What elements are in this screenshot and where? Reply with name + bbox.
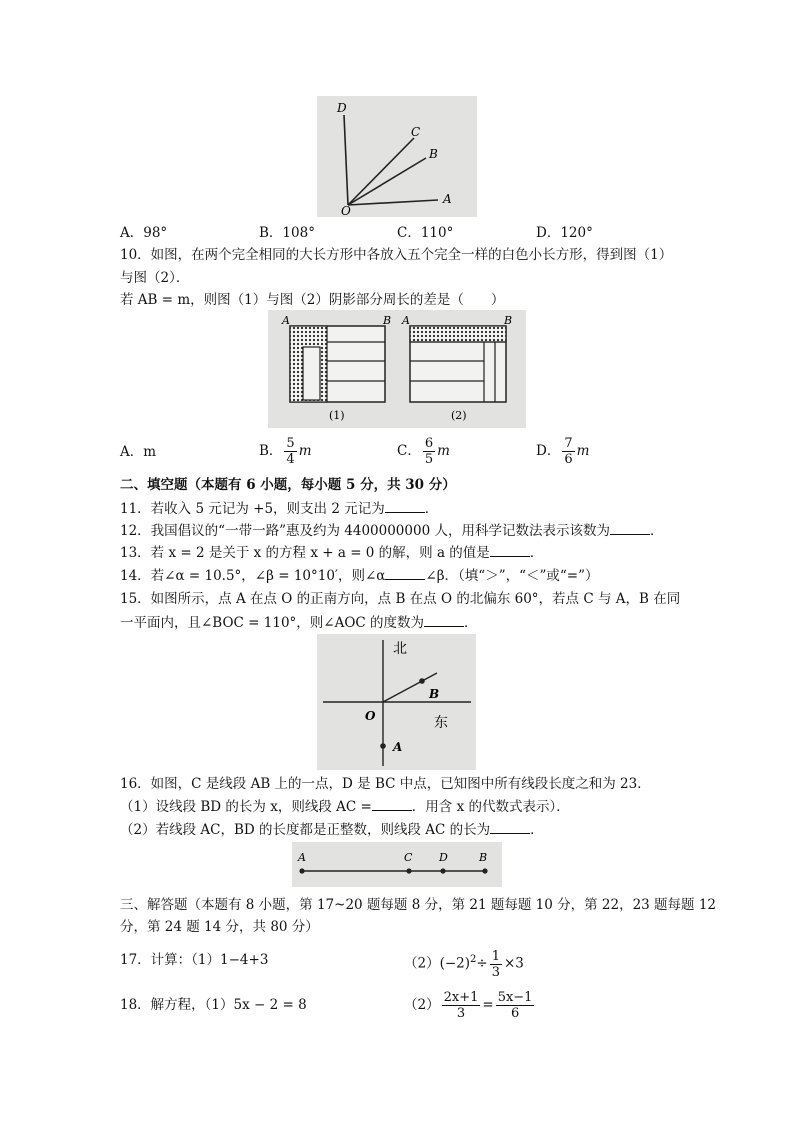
q18-rden: 6 xyxy=(510,1006,520,1021)
section3-heading-line1: 三、解答题（本题有 8 小题，第 17~20 题每题 8 分，第 21 题每题 10 分，第 22，23 题每题 12 xyxy=(120,897,717,913)
fig1-label-b: B xyxy=(383,314,392,327)
point-b-label: B xyxy=(429,687,440,701)
q15-line1: 15．如图所示，点 A 在点 O 的正南方向，点 B 在点 O 的北偏东 60°，若点 C 与 A，B 在同 xyxy=(120,591,681,607)
q16-blank2 xyxy=(490,820,530,834)
q13-end: ． xyxy=(529,545,544,561)
q10-option-d xyxy=(536,432,589,470)
q17-tail: ×3 xyxy=(504,955,524,972)
q16-line3-text: （2）若线段 AC，BD 的长度都是正整数，则线段 AC 的长为 xyxy=(120,822,491,838)
seg-label-c: C xyxy=(404,851,413,864)
fig2-label-b: B xyxy=(504,314,513,327)
q10-stem-line1: 10．如图，在两个完全相同的大长方形中各放入五个完全一样的白色小长方形，得到图（1） xyxy=(120,247,673,263)
q18-part2 xyxy=(404,985,536,1025)
q10-d-den: 6 xyxy=(564,452,573,467)
q18-lden: 3 xyxy=(456,1006,466,1021)
fig1-label-a: A xyxy=(282,314,290,327)
q10-b-den: 4 xyxy=(286,452,295,467)
q17-part1: 17．计算：（1）1−4+3 xyxy=(120,952,269,968)
q14-text: 14．若∠α = 10.5°，∠β = 10°10′，则∠α xyxy=(120,568,386,584)
q17-exponent: 2 xyxy=(470,954,477,965)
q15-line2-text: 一平面内，且∠BOC = 110°，则∠AOC 的度数为 xyxy=(120,615,425,631)
section2-heading: 二、填空题（本题有 6 小题，每小题 5 分，共 30 分） xyxy=(120,477,456,493)
q14-end: ∠β．（填“＞”，“＜”或“=”） xyxy=(425,568,599,584)
q10-b-num: 5 xyxy=(286,436,295,451)
q10-option-b xyxy=(259,432,312,470)
seg-label-b: B xyxy=(479,851,488,864)
q15-line2 xyxy=(120,613,478,632)
q10-option-a: A．m xyxy=(120,444,157,460)
q12-text: 12．我国倡议的“一带一路”惠及约为 4400000000 人，用科学记数法表示该数为 xyxy=(120,523,610,539)
east-label: 东 xyxy=(434,715,448,731)
fig1-caption: (1) xyxy=(329,409,345,422)
q10-b-var: m xyxy=(298,443,312,459)
q18-rnum: 5x−1 xyxy=(497,990,533,1005)
q17-num: 1 xyxy=(491,948,500,964)
fig2-label-a: A xyxy=(402,314,410,327)
q9-option-b: B．108° xyxy=(259,225,315,241)
segment-diagram xyxy=(292,842,502,887)
q13-blank xyxy=(490,543,530,557)
north-label: 北 xyxy=(393,641,407,657)
q15-blank xyxy=(424,613,464,627)
q16-line2-end: ．用含 x 的代数式表示）． xyxy=(411,799,570,815)
q17-fraction xyxy=(490,949,502,980)
q13 xyxy=(120,543,543,562)
q10-d-num: 7 xyxy=(564,436,573,451)
q11 xyxy=(120,499,438,518)
q9-option-c: C．110° xyxy=(397,225,454,241)
q10-stem-line2: 与图（2）． xyxy=(120,270,190,286)
q10-stem-line3: 若 AB = m，则图（1）与图（2）阴影部分周长的差是（ ） xyxy=(120,292,505,308)
q11-blank xyxy=(385,499,425,513)
q10-option-b-prefix: B． xyxy=(259,443,283,459)
q16-line2-text: （1）设线段 BD 的长为 x，则线段 AC = xyxy=(120,799,372,815)
q17-div: ÷ xyxy=(476,955,488,972)
rectangles-diagram xyxy=(268,310,526,428)
q15-end: ． xyxy=(464,615,478,631)
q10-c-den: 5 xyxy=(424,452,434,467)
q16-line3 xyxy=(120,820,544,839)
seg-label-a: A xyxy=(298,851,306,864)
q17-den: 3 xyxy=(491,964,500,980)
q18-part1: 18．解方程，（1）5x − 2 = 8 xyxy=(120,997,307,1013)
angle-figure xyxy=(317,96,477,217)
q13-text: 13．若 x = 2 是关于 x 的方程 x + a = 0 的解，则 a 的值是 xyxy=(120,545,490,561)
q9-option-d: D．120° xyxy=(536,225,593,241)
q10-option-c-prefix: C． xyxy=(397,443,421,459)
seg-label-d: D xyxy=(439,851,448,864)
q18-eq: = xyxy=(482,997,494,1013)
q10-option-b-fraction xyxy=(284,436,296,467)
q9-option-a: A．98° xyxy=(120,225,168,241)
q16-line2 xyxy=(120,797,570,816)
compass-figure xyxy=(317,634,476,770)
q18-left-fraction xyxy=(442,990,481,1021)
section3-heading-line2: 分，第 24 题 14 分，共 80 分） xyxy=(120,919,319,935)
q14-blank xyxy=(385,566,425,580)
point-a-label: A xyxy=(393,740,403,754)
q17-part2-prefix: （2） xyxy=(404,955,440,972)
q12-blank xyxy=(610,521,650,535)
q12-end: ． xyxy=(649,523,664,539)
q12 xyxy=(120,521,663,540)
q11-text: 11．若收入 5 元记为 +5，则支出 2 元记为 xyxy=(120,501,385,517)
label-d: D xyxy=(337,101,347,115)
q10-c-num: 6 xyxy=(424,436,434,451)
q17-part2 xyxy=(404,940,524,984)
segment-figure xyxy=(292,842,502,887)
label-o: O xyxy=(341,204,351,217)
origin-label: O xyxy=(365,709,376,723)
q10-option-c xyxy=(397,432,450,470)
q16-blank1 xyxy=(372,797,412,811)
compass-diagram xyxy=(317,634,476,770)
q18-right-fraction xyxy=(496,990,535,1021)
q18-part2-prefix: （2） xyxy=(404,997,440,1013)
q10-option-c-fraction xyxy=(423,436,435,467)
angle-diagram xyxy=(317,96,477,217)
q11-end: ． xyxy=(424,501,439,517)
q10-c-var: m xyxy=(437,443,450,459)
label-a: A xyxy=(443,192,452,206)
label-c: C xyxy=(411,125,421,139)
q10-option-d-prefix: D． xyxy=(536,443,561,459)
q16-line3-end: ． xyxy=(530,822,544,838)
rectangles-figure xyxy=(268,310,526,428)
q10-option-d-fraction xyxy=(562,436,574,467)
q14 xyxy=(120,566,599,585)
q17-base: (−2) xyxy=(439,955,471,972)
q16-line1: 16．如图，C 是线段 AB 上的一点，D 是 BC 中点，已知图中所有线段长度之和为 23． xyxy=(120,776,651,792)
q18-lnum: 2x+1 xyxy=(443,990,479,1005)
fig2-caption: (2) xyxy=(451,409,467,422)
q10-d-var: m xyxy=(576,443,590,459)
label-b: B xyxy=(429,147,438,161)
